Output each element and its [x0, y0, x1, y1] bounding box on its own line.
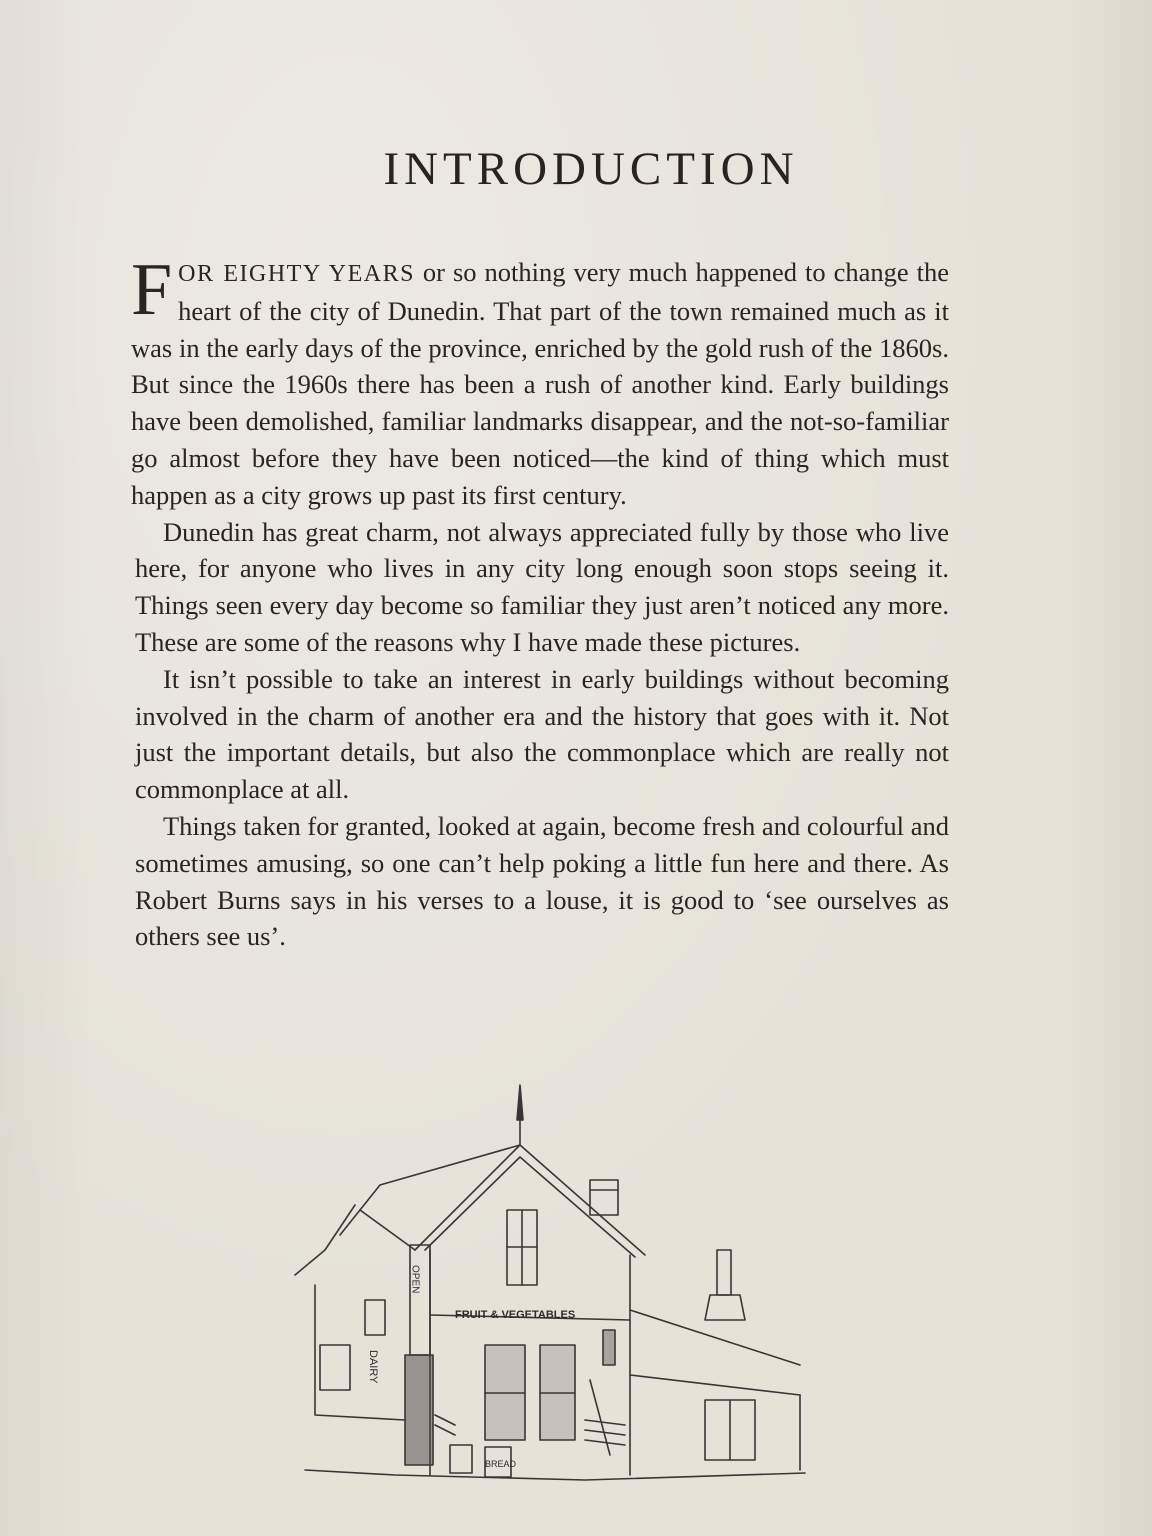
paragraph-4: Things taken for granted, looked at again, become fresh and colourful and sometimes amusing, so one can’t help poking a little fun here and there. As Robert Burns says in his verses to a louse, it is good to ‘see ourselves as others see us’.: [135, 810, 949, 952]
drop-cap: F: [131, 249, 173, 331]
bread-sign: BREAD: [485, 1459, 517, 1469]
introduction-body: [131, 249, 949, 955]
dairy-sign: DAIRY: [367, 1350, 379, 1384]
paragraph-1-text: or so nothing very much happened to change the heart of the city of Dunedin. That part of the town remained much as it was in the early days of the province, enriched by the gold rush of the 1860s. But since the 1960s there has been a rush of another kind. Early buildings have been demolished, familiar landmarks disappear, and the not-so-familiar go almost before they have been noticed—the kind of thing which must happen as a city grows up past its first century.: [131, 257, 949, 510]
paragraph-1: [131, 249, 949, 514]
lead-smallcaps: OR EIGHTY YEARS: [178, 261, 415, 287]
shop-sketch-icon: [285, 1075, 815, 1495]
paragraph-2: Dunedin has great charm, not always appreciated fully by those who live here, for anyone who lives in any city long enough soon stops seeing it. Things seen every day become so familiar they just aren’t noticed any more. These are some of the reasons why I have made these pictures.: [135, 516, 949, 657]
fruit-veg-sign: FRUIT & VEGETABLES: [455, 1309, 576, 1321]
page-title: INTRODUCTION: [383, 143, 799, 195]
paragraph-3: It isn’t possible to take an interest in early buildings without becoming involved in the charm of another era and the history that goes with it. Not just the important details, but also the commonplace which are really not commonplace at all.: [135, 663, 949, 805]
open-sign: OPEN: [409, 1265, 421, 1294]
